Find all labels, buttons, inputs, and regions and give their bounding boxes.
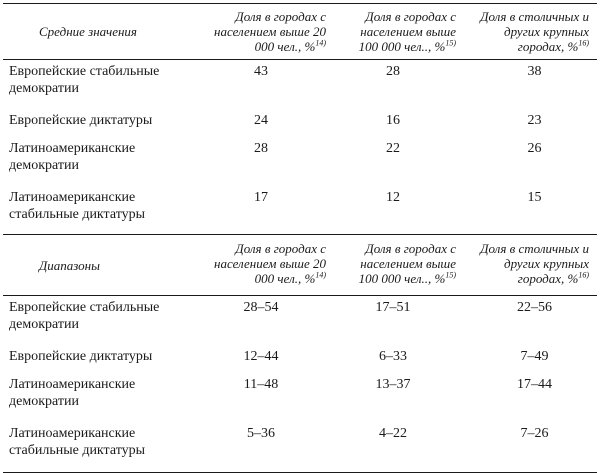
cell-value: 12–44	[243, 348, 279, 364]
table-row	[3, 186, 597, 235]
cell-value: 17–51	[375, 300, 411, 315]
table-cell	[464, 60, 597, 109]
cell-value: 5–36	[247, 425, 275, 441]
column-header-text: Доля в городах с населением выше 20 000 чел., %	[214, 241, 326, 286]
column-header-capital-cities	[464, 4, 597, 60]
row-label: Латиноамериканские демократии	[9, 140, 136, 173]
urbanization-table	[3, 3, 597, 473]
table-cell	[464, 373, 597, 422]
row-label: Латиноамериканские стабильные диктатуры	[3, 422, 198, 473]
row-label: Европейские диктатуры	[9, 348, 153, 364]
table-row	[3, 345, 597, 373]
table-cell	[198, 345, 334, 373]
table-cell	[198, 137, 334, 186]
footnote-ref: 14)	[315, 270, 326, 280]
table-cell	[334, 296, 464, 345]
section-label-averages: Средние значения	[3, 4, 198, 60]
row-label: Латиноамериканские стабильные диктатуры	[9, 189, 146, 222]
table-cell	[464, 186, 597, 235]
column-header-text: Доля в столичных и других крупных городах, %	[480, 9, 589, 54]
cell-value: 28	[386, 64, 400, 79]
row-label: Европейские диктатуры	[9, 112, 153, 128]
cell-value: 22	[386, 140, 400, 156]
column-header-text: Доля в городах с населением выше 100 000 чел.., %	[358, 241, 456, 286]
footnote-ref: 14)	[315, 38, 326, 48]
table-cell	[464, 296, 597, 345]
cell-value: 22–56	[517, 300, 552, 315]
table-cell	[198, 60, 334, 109]
table-cell	[464, 137, 597, 186]
column-header-capital-cities	[464, 235, 597, 296]
cell-value: 12	[386, 189, 400, 205]
header-row-ranges	[3, 235, 597, 296]
column-header-cities-20000	[198, 235, 334, 296]
table-cell	[198, 109, 334, 137]
footnote-ref: 15)	[445, 270, 456, 280]
cell-value: 11–48	[243, 376, 279, 392]
cell-value: 4–22	[379, 425, 407, 441]
table-row	[3, 109, 597, 137]
table-row	[3, 296, 597, 345]
row-label: Латиноамериканские демократии	[9, 376, 136, 409]
footnote-ref: 15)	[445, 38, 456, 48]
table-cell	[334, 60, 464, 109]
cell-value: 15	[527, 189, 542, 205]
row-label: Европейские стабильные демократии	[9, 64, 160, 96]
table-cell	[198, 373, 334, 422]
column-header-cities-20000	[198, 4, 334, 60]
table-cell	[464, 422, 597, 473]
section-label-ranges: Диапазоны	[3, 235, 198, 296]
table-cell	[464, 109, 597, 137]
footnote-ref: 16)	[578, 38, 589, 48]
cell-value: 16	[386, 112, 400, 128]
table-cell	[198, 186, 334, 235]
column-header-text: Доля в столичных и других крупных городах, %	[480, 241, 589, 286]
table-row	[3, 422, 597, 473]
header-row-averages	[3, 4, 597, 60]
table-cell	[198, 296, 334, 345]
cell-value: 17	[254, 189, 268, 205]
table-row	[3, 373, 597, 422]
table-cell	[334, 109, 464, 137]
cell-value: 7–49	[520, 348, 549, 364]
table-row	[3, 60, 597, 109]
table-cell	[334, 422, 464, 473]
row-label: Европейские стабильные демократии	[9, 300, 160, 332]
cell-value: 28	[254, 140, 268, 156]
column-header-cities-100000	[334, 235, 464, 296]
column-header-text: Доля в городах с населением выше 100 000 чел.., %	[358, 9, 456, 54]
cell-value: 24	[254, 112, 268, 128]
column-header-cities-100000	[334, 4, 464, 60]
cell-value: 23	[527, 112, 542, 128]
column-header-text: Доля в городах с населением выше 20 000 чел., %	[214, 9, 326, 54]
table-cell	[198, 422, 334, 473]
cell-value: 38	[527, 64, 542, 79]
table-row	[3, 137, 597, 186]
table-cell	[334, 137, 464, 186]
footnote-ref: 16)	[578, 270, 589, 280]
table-cell	[464, 345, 597, 373]
table-cell	[334, 186, 464, 235]
cell-value: 6–33	[379, 348, 407, 364]
cell-value: 28–54	[243, 300, 279, 315]
cell-value: 17–44	[517, 376, 552, 392]
cell-value: 43	[254, 64, 268, 79]
table-cell	[334, 373, 464, 422]
table-cell	[334, 345, 464, 373]
cell-value: 13–37	[375, 376, 411, 392]
cell-value: 26	[527, 140, 542, 156]
cell-value: 7–26	[520, 425, 549, 441]
